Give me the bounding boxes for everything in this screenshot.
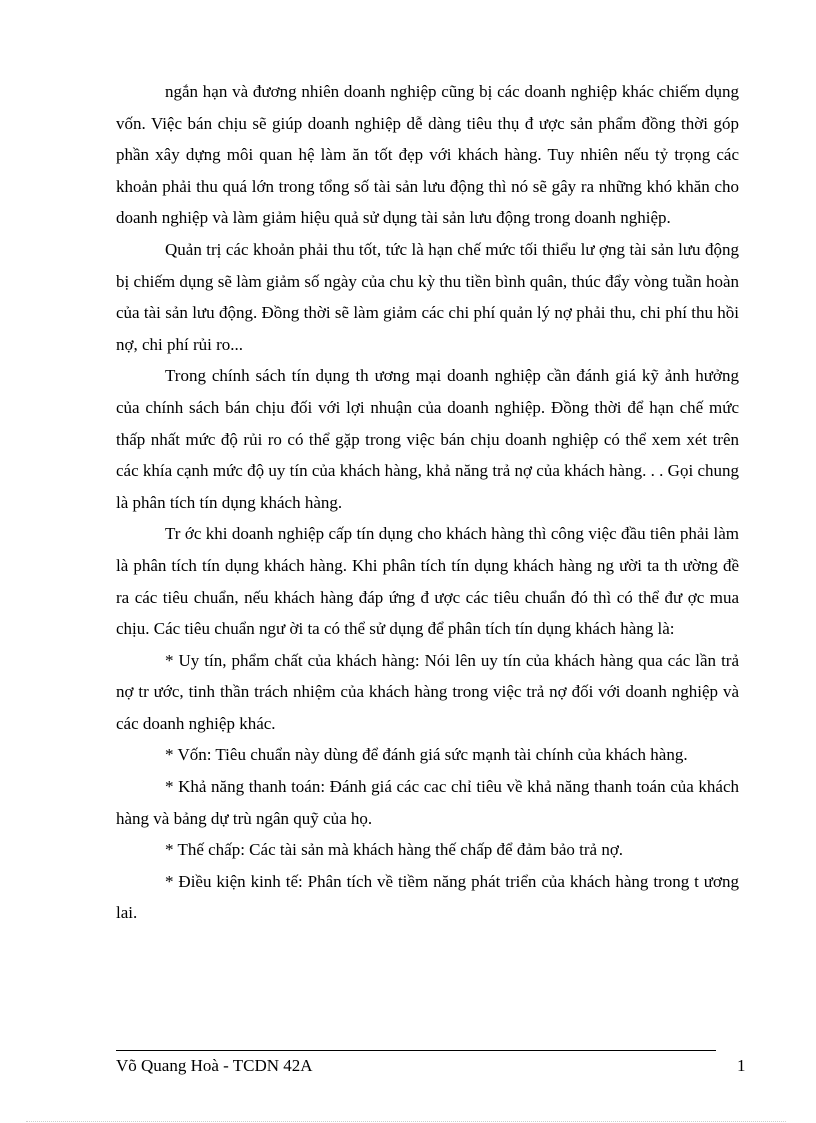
page-body: [116, 76, 739, 929]
paragraph-criterion-solvency: * Khả năng thanh toán: Đánh giá các cac chỉ tiêu về khả năng thanh toán của khách hàng và bảng dự trù ngân quỹ của họ.: [116, 777, 739, 828]
footer-divider: [116, 1050, 716, 1051]
paragraph-criterion-economic: * Điều kiện kinh tế: Phân tích về tiềm năng phát triển của khách hàng trong t ương lai.: [116, 871, 739, 923]
paragraph-criterion-collateral: * Thế chấp: Các tài sản mà khách hàng thế chấp để đảm bảo trả nợ.: [165, 840, 624, 860]
footer-author: Võ Quang Hoà - TCDN 42A: [116, 1056, 313, 1075]
paragraph-receivables-intro: ngắn hạn và đương nhiên doanh nghiệp cũng bị các doanh nghiệp khác chiếm dụng vốn. Việc bán chịu sẽ giúp doanh nghiệp dễ dàng tiêu thụ đ ược sản phẩm đồng thời góp phần xây dựng môi quan hệ làm ăn tốt đẹp với khách hàng. Tuy nhiên nếu tỷ trọng các khoản phải thu quá lớn trong tổng số tài sản lưu động thì nó sẽ gây ra những khó khăn cho doanh nghiệp và làm giảm hiệu quả sử dụng tài sản lưu động trong doanh nghiệp.: [116, 82, 739, 228]
page-bottom-edge: [26, 1121, 786, 1122]
paragraph-criterion-reputation: * Uy tín, phẩm chất của khách hàng: Nói lên uy tín của khách hàng qua các lần trả nợ tr ước, tinh thần trách nhiệm của khách hàng trong việc trả nợ đối với doanh nghiệp và các doanh nghiệp khác.: [116, 650, 739, 733]
paragraph-receivables-management: Quản trị các khoản phải thu tốt, tức là hạn chế mức tối thiểu lư ợng tài sản lưu động bị chiếm dụng sẽ làm giảm số ngày của chu kỳ thu tiền bình quân, thúc đẩy vòng tuần hoàn của tài sản lưu động. Đồng thời sẽ làm giảm các chi phí quản lý nợ phải thu, chi phí thu hồi nợ, chi phí rủi ro...: [116, 239, 739, 354]
paragraph-credit-policy: Trong chính sách tín dụng th ương mại doanh nghiệp cần đánh giá kỹ ảnh hưởng của chính sách bán chịu đối với lợi nhuận của doanh nghiệp. Đồng thời để hạn chế mức thấp nhất mức độ rủi ro có thể gặp trong việc bán chịu doanh nghiệp có thể xem xét trên các khía cạnh mức độ uy tín của khách hàng, khả năng trả nợ của khách hàng. . . Gọi chung là phân tích tín dụng khách hàng.: [116, 366, 739, 512]
paragraph-credit-analysis: Tr ớc khi doanh nghiệp cấp tín dụng cho khách hàng thì công việc đầu tiên phải làm là phân tích tín dụng khách hàng. Khi phân tích tín dụng khách hàng ng ười ta th ường đề ra các tiêu chuẩn, nếu khách hàng đáp ứng đ ược các tiêu chuẩn đó thì có thể đư ợc mua chịu. Các tiêu chuẩn ngư ời ta có thể sử dụng để phân tích tín dụng khách hàng là:: [116, 524, 739, 639]
paragraph-criterion-capital: * Vốn: Tiêu chuẩn này dùng để đánh giá sức mạnh tài chính của khách hàng.: [165, 745, 688, 765]
page-number: 1: [737, 1056, 746, 1075]
